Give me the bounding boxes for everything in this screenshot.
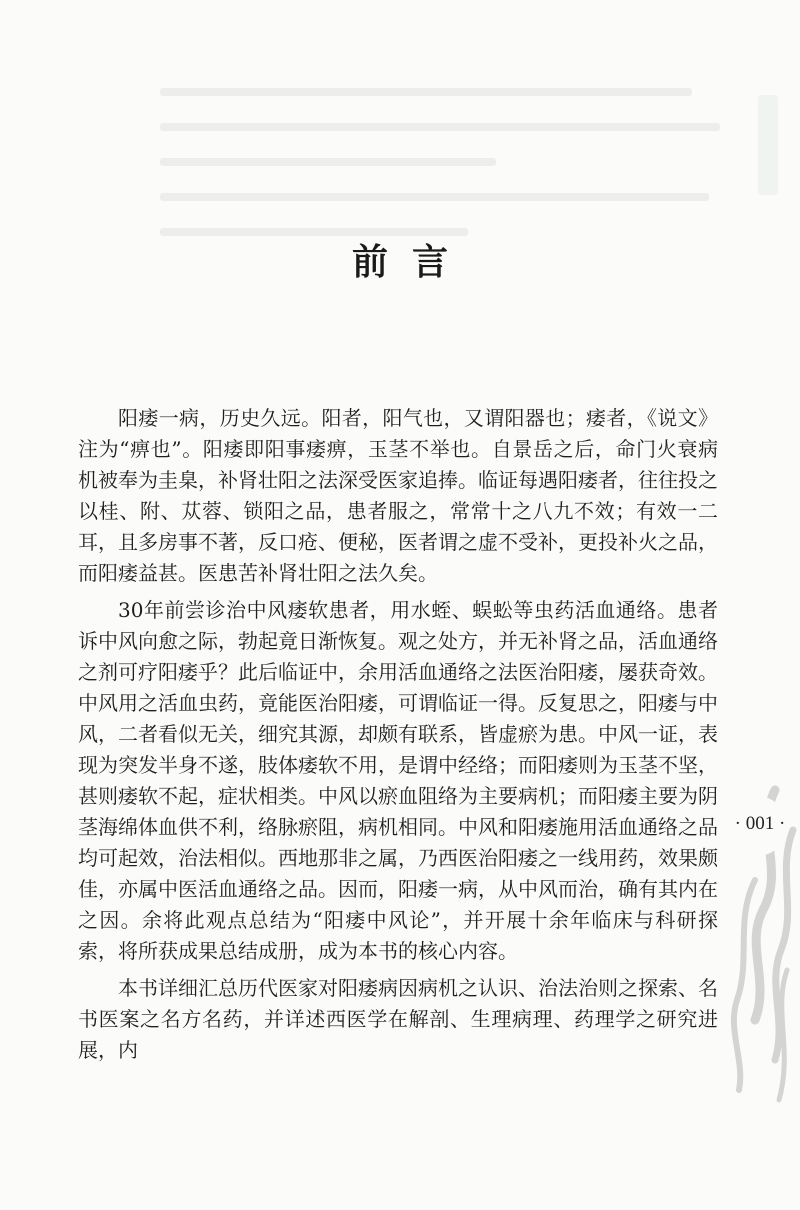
page-title: 前言: [351, 242, 472, 283]
paragraph: 本书详细汇总历代医家对阳痿病因病机之认识、治法治则之探索、名书医案之名方名药，并详述西医学在解剖、生理病理、药理学之研究进展，内: [78, 976, 718, 1062]
body-text: [78, 403, 718, 1072]
page-number: · 001 ·: [734, 813, 786, 834]
paragraph: 阳痿一病，历史久远。阳者，阳气也，又谓阳器也；痿者，《说文》注为“痹也”。阳痿即阳事痿痹，玉茎不举也。自景岳之后，命门火衰病机被奉为圭臬，补肾壮阳之法深受医家追捧。临证每遇阳痿者，往往投之以桂、附、苁蓉、锁阳之品，患者服之，常常十之八九不效；有效一二耳，且多房事不著，反口疮、便秘，医者谓之虚不受补，更投补火之品，而阳痿益甚。医患苦补肾壮阳之法久矣。: [78, 406, 718, 585]
decorative-flame-ornament: [715, 770, 800, 1210]
paragraph: 30年前尝诊治中风痿软患者，用水蛭、蜈蚣等虫药活血通络。患者诉中风向愈之际，勃起竟日渐恢复。观之处方，并无补肾之品，活血通络之剂可疗阳痿乎？此后临证中，余用活血通络之法医治阳痿，屡获奇效。中风用之活血虫药，竟能医治阳痿，可谓临证一得。反复思之，阳痿与中风，二者看似无关，细究其源，却颇有联系，皆虚瘀为患。中风一证，表现为突发半身不遂，肢体痿软不用，是谓中经络；而阳痿则为玉茎不坚，甚则痿软不起，症状相类。中风以瘀血阻络为主要病机；而阳痿主要为阴茎海绵体血供不利，络脉瘀阻，病机相同。中风和阳痿施用活血通络之品均可起效，治法相似。西地那非之属，乃西医治阳痿之一线用药，效果颇佳，亦属中医活血通络之品。因而，阳痿一病，从中风而治，确有其内在之因。余将此观点总结为“阳痿中风论”，并开展十余年临床与科研探索，将所获成果总结成册，成为本书的核心内容。: [78, 598, 718, 963]
bleed-through-margin-mark: [758, 95, 778, 195]
